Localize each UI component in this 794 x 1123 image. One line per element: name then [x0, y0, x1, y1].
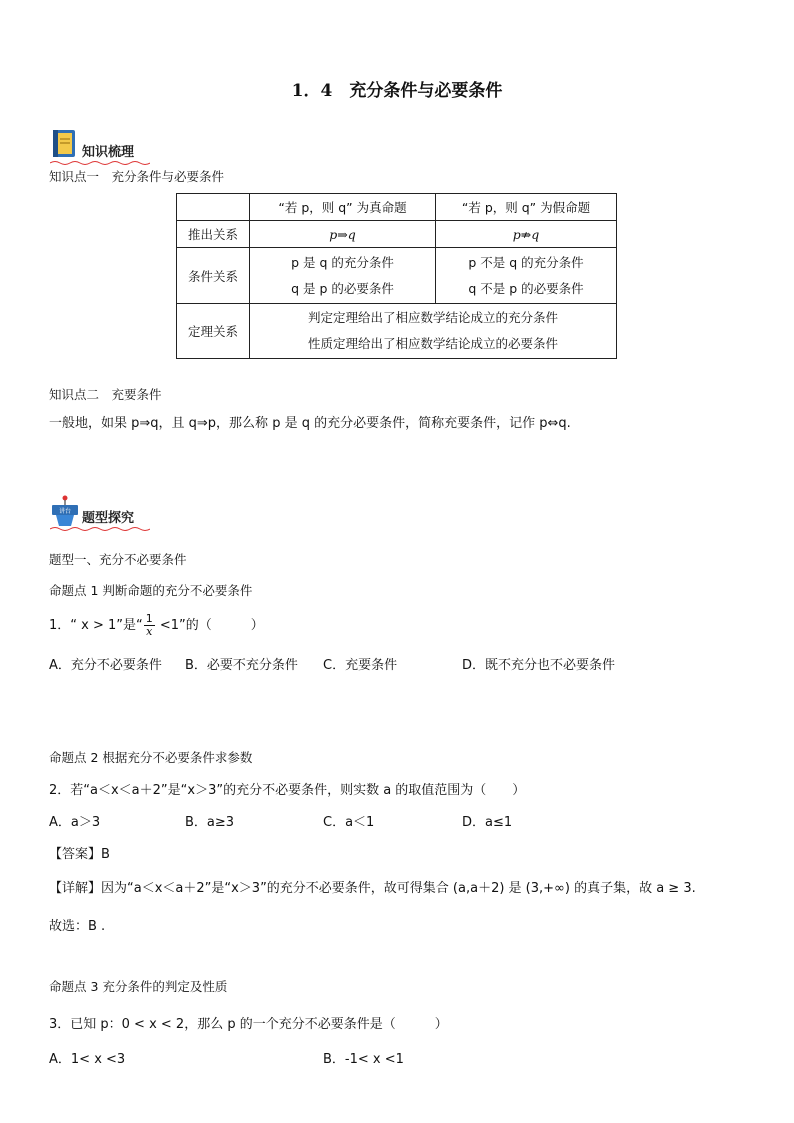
type1-heading: 题型一、充分不必要条件 [49, 552, 187, 567]
table-row [177, 304, 617, 359]
kp2-heading: 知识点二 充要条件 [49, 387, 162, 402]
table-header-cell [436, 194, 617, 221]
header-false: “若 p，则 q” 为假命题 [461, 200, 591, 215]
infer-true: p⇒q [250, 221, 436, 248]
point3-heading: 命题点 3 充分条件的判定及性质 [49, 979, 228, 994]
kp2-text: 一般地，如果 p⇒q，且 q⇒p，那么称 p 是 q 的充分必要条件，简称充要条件，记作 p⇔q. [49, 416, 571, 431]
section-title: 知识梳理 [82, 145, 135, 160]
cond-true-line: q 是 p 的必要条件 [291, 280, 394, 296]
podium-icon-text: 讲台 [58, 508, 72, 515]
fraction-denominator: x [146, 625, 153, 638]
q1-option-a: A．充分不必要条件 [49, 658, 162, 673]
q2-option-c: C．a＜1 [323, 815, 375, 830]
q2-option-b: B．a≥3 [185, 815, 235, 830]
cond-false-line: p 不是 q 的充分条件 [468, 254, 584, 270]
kp1-heading: 知识点一 充分条件与必要条件 [49, 169, 225, 184]
q1-option-b: B．必要不充分条件 [185, 658, 298, 673]
point2-heading: 命题点 2 根据充分不必要条件求参数 [49, 750, 253, 765]
podium-icon [48, 494, 82, 528]
row-label: 定理关系 [177, 304, 250, 359]
wave-underline [50, 526, 150, 532]
fraction-numerator: 1 [145, 612, 153, 625]
wave-underline [50, 160, 150, 166]
q1-suffix: <1”的（ ） [155, 618, 264, 633]
table-header-cell [250, 194, 436, 221]
q1-option-c: C．充要条件 [323, 658, 398, 673]
cond-false-line: q 不是 p 的必要条件 [468, 280, 584, 296]
q2-detail: 【详解】因为“a＜x＜a＋2”是“x＞3”的充分不必要条件，故可得集合 (a,a＋2) 是 (3,+∞) 的真子集，故 a ≥ 3. [49, 881, 696, 896]
row-label: 条件关系 [177, 248, 250, 304]
section-title: 题型探究 [82, 511, 135, 526]
header-true: “若 p，则 q” 为真命题 [278, 200, 407, 215]
table-header-row [177, 194, 617, 221]
q1-option-d: D．既不充分也不必要条件 [462, 658, 616, 673]
q2-conclusion: 故选：B . [49, 919, 106, 934]
q2-answer: 【答案】B [49, 847, 110, 862]
section-header-knowledge [48, 128, 168, 162]
q2-option-d: D．a≤1 [462, 815, 513, 830]
knowledge-table [176, 193, 617, 359]
q3-stem: 3．已知 p：0 < x < 2，那么 p 的一个充分不必要条件是（ ） [49, 1017, 448, 1032]
row-label: 推出关系 [177, 221, 250, 248]
theorem-line: 判定定理给出了相应数学结论成立的充分条件 [307, 310, 558, 325]
table-row [177, 221, 617, 248]
theorem-line: 性质定理给出了相应数学结论成立的必要条件 [307, 336, 558, 351]
point1-heading: 命题点 1 判断命题的充分不必要条件 [49, 583, 253, 598]
q3-option-b: B．-1< x <1 [323, 1052, 404, 1067]
q1-prefix: 1．“ x > 1”是“ [49, 618, 143, 633]
theorem-cell [250, 304, 617, 359]
q3-option-a: A．1< x <3 [49, 1052, 126, 1067]
cond-true [250, 248, 436, 304]
q2-option-a: A．a＞3 [49, 815, 101, 830]
infer-false: p⇏q [436, 221, 617, 248]
q1-fraction [144, 613, 155, 638]
cond-false [436, 248, 617, 304]
section-header-types [48, 494, 168, 528]
cond-true-line: p 是 q 的充分条件 [291, 254, 394, 270]
table-row [177, 248, 617, 304]
q1-stem [49, 608, 264, 644]
table-header-cell [177, 194, 250, 221]
page-title: 1．4 充分条件与必要条件 [291, 81, 503, 101]
book-icon [50, 128, 80, 160]
q2-stem: 2．若“a＜x＜a＋2”是“x＞3”的充分不必要条件，则实数 a 的取值范围为（ ） [49, 783, 526, 798]
